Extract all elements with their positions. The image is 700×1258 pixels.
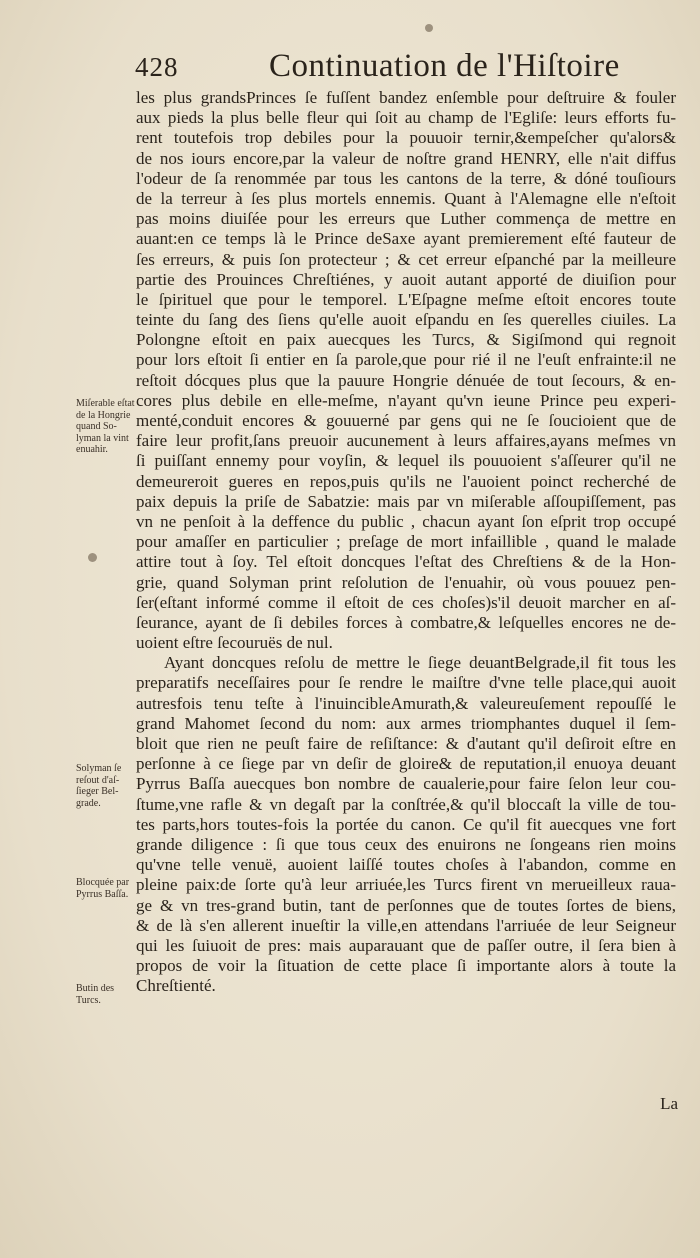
text-line: paix depuis la priſe de Sabatzie: mais par vn miſerable aſſoupiſſement, pas (136, 491, 676, 511)
text-line: pleine paix:de ſorte qu'à leur arriuée,les Turcs firent vn merueilleux raua- (136, 875, 676, 895)
text-line: vn ne penſoit à la deffence du public , chacun ayant ſon eſprit trop occupé (136, 511, 676, 531)
text-line: ſtume,vne rafle & vn degaſt par la conſtrée,& qu'il bloccaſt la ville de tou- (136, 794, 676, 814)
text-line: ſer(eſtant informé comme il eſtoit de ces choſes)s'il deuoit marcher en aſ- (136, 592, 676, 612)
text-line: auant:en ce temps là le Prince deSaxe ayant premierement eſté fauteur de (136, 229, 676, 249)
text-line: grie, quand Solyman print reſolution de l'enuahir, où vous pouuez pen- (136, 572, 676, 592)
text-line: demeureroit gueres en repos,puis qu'ils ne l'auoient poinct recherché de (136, 471, 676, 491)
text-line: qui les ſuiuoit de pres: mais auparauant que de paſſer outre, il ſera bien à (136, 935, 676, 955)
margin-note: Miſerable eſtat de la Hongrie quand So-lyman la vint enuahir. (76, 398, 135, 455)
text-line: cores plus debile en elle-meſme, n'ayant qu'vn ieune Prince peu experi- (136, 390, 676, 410)
text-line: perſonne à ce ſiege par vn deſir de gloire& de reputation,il enuoya deuant (136, 754, 676, 774)
text-line: grand Mahomet ſecond du nom: aux armes triomphantes duquel il ſem- (136, 713, 676, 733)
text-line: l'odeur de ſa renommée par tous les cantons de la terre, & dóné touſiours (136, 168, 676, 188)
text-line: Pyrrus Baſſa auecques bon nombre de caualerie,pour faire ſelon leur cou- (136, 774, 676, 794)
text-line: aux pieds la plus belle fleur qui ſoit au champ de l'Egliſe: leurs efforts fu- (136, 108, 676, 128)
catchword: La (660, 1094, 678, 1113)
text-line: teinte du ſang des ſiens qu'elle auoit eſpandu en ſes querelles ciuiles. La (136, 310, 676, 330)
text-line: les plus grandsPrinces ſe fuſſent bandez enſemble pour deſtruire & fouler (136, 88, 676, 107)
text-line: uoient eſtre ſecouruës de nul. (136, 633, 333, 653)
text-line: de la terreur à ſes plus mortels ennemis. Quant à l'Alemagne elle n'eſtoit (136, 188, 676, 208)
page-hole-top (425, 24, 433, 32)
text-line: ſi puiſſant ennemy pour voyſin, & lequel ils pouuoient s'aſſeurer qu'il ne (136, 451, 676, 471)
text-line: tes parts,hors toutes-fois la portée du canon. Ce qu'il fit auecques vne fort (136, 814, 676, 834)
text-line: pour amaſſer en particulier ; preſage de mort infaillible , quand le malade (136, 532, 676, 552)
text-line: partie des Prouinces Chreſtiénes, y auoit autant apporté de diuiſion pour (136, 269, 676, 289)
text-line: qu'vne telle venuë, auoient laiſſé toutes choſes à l'abandon, comme en (136, 855, 676, 875)
text-line: rent toutefois trop debiles pour la pouuoir ternir,&empeſcher qu'alors& (136, 128, 676, 148)
text-line: de nos iours encore,par la valeur de noſtre grand HENRY, elle n'ait diffus (136, 148, 676, 168)
text-line: grande diligence : ſi que tous ceux des enuirons ne ſongeans rien moins (136, 834, 676, 854)
text-line: le ſpirituel que pour le temporel. L'Eſpagne meſme eſtoit encores toute (136, 289, 676, 309)
text-line: bloit que rien ne peuſt faire de reſiſtance: & d'autant qu'il deſiroit eſtre en (136, 734, 676, 753)
text-line: pour lors eſtoit ſi entier en ſa parole,que pour rié il ne l'euſt enfrainte:il ne (136, 350, 676, 370)
text-line: pas moins diuiſée pour les erreurs que Luther commença de mettre en (136, 209, 676, 229)
text-line: ſes erreurs, & puis ſon protecteur ; & cet erreur eſpanché par la meilleure (136, 249, 676, 269)
text-line: preparatifs neceſſaires pour ſe rendre le maiſtre d'vne telle place,qui auoit (136, 673, 676, 693)
page-header (135, 48, 620, 88)
text-line: autresfois tenu teſte à l'inuincibleAmurath,& valeureuſement repouſſé le (136, 693, 676, 713)
text-line: ſeurance, ayant de ſi debiles forces à combatre,& leſquelles encores ne de- (136, 612, 676, 632)
text-line: & de là s'en allerent inueſtir la ville,en attendans l'arriuée de leur Seigneur (136, 915, 676, 935)
margin-note: Butin des Turcs. (76, 983, 115, 1006)
text-line: Ayant doncques reſolu de mettre le ſiege deuantBelgrade,il fit tous les (164, 653, 676, 673)
text-line: Polongne eſtoit en paix auecques les Turcs, & Sigiſmond qui regnoit (136, 330, 676, 350)
text-line: ge & vn tres-grand butin, tant de perſonnes que de toutes ſortes de biens, (136, 895, 676, 915)
text-line: attire tout à ſoy. Tel eſtoit doncques l'eſtat des Chreſtiens & de la Hon- (136, 552, 676, 572)
text-line: reſtoit dócques plus que la pauure Hongrie dénuée de tout ſecours, & en- (136, 370, 676, 390)
body-text (136, 88, 676, 996)
text-line: Chreſtienté. (136, 976, 216, 996)
page-hole-margin (88, 553, 97, 562)
running-title: Continuation de l'Hiſtoire (269, 48, 620, 84)
text-line: propos de voir la ſituation de cette place ſi importante alors à toute la (136, 956, 676, 976)
text-line: faire leur profit,ſans preuoir aucunement à leurs affaires,ayans meſmes vn (136, 431, 676, 451)
page-number: 428 (135, 52, 179, 82)
margin-note: Solyman ſe reſout d'aſ-ſieger Bel-grade. (76, 763, 122, 809)
margin-note: Blocquée par Pyrrus Baſſa. (76, 877, 130, 900)
text-line: menté,conduit encores & gouuerné par gens qui ne ſe ſoucioient que de (136, 411, 676, 430)
